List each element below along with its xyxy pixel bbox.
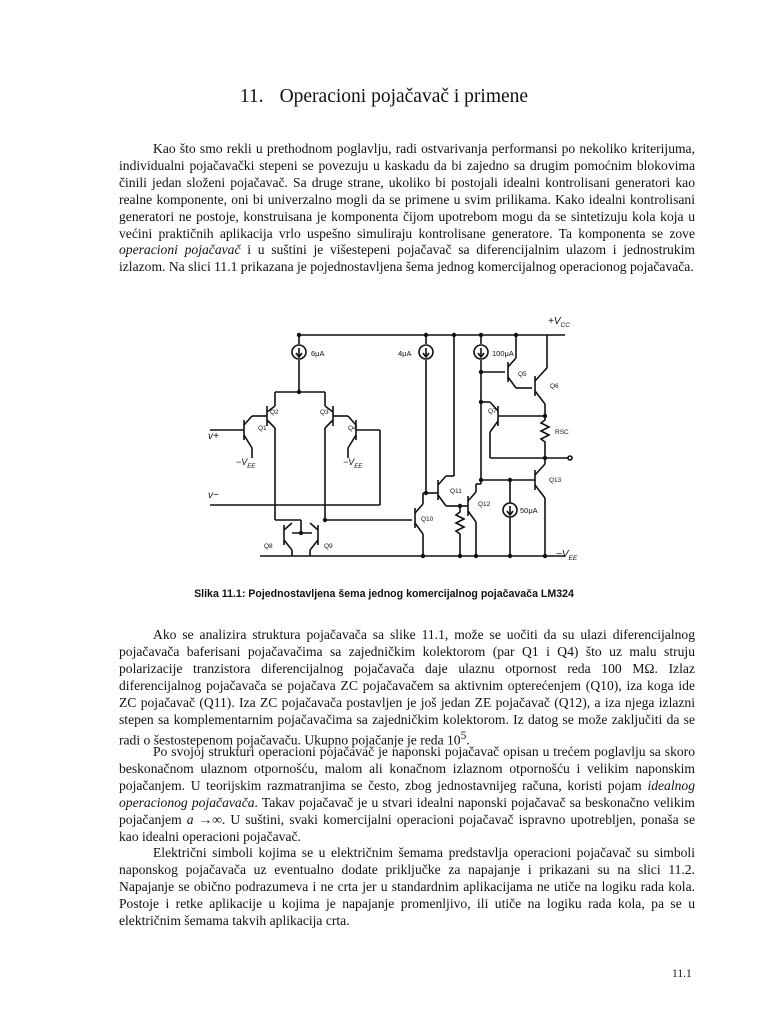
- vee-subscript: EE: [568, 555, 578, 562]
- transistor-q6: [535, 370, 545, 404]
- label-q5: Q5: [518, 371, 527, 378]
- label-q8: Q8: [264, 543, 273, 550]
- label-50ua: 50μA: [520, 506, 538, 515]
- chapter-number: 11.: [239, 86, 264, 107]
- label-q3: Q3: [320, 409, 329, 416]
- vee-label: −V: [556, 549, 569, 560]
- rsc-resistor: [541, 412, 549, 458]
- transistor-q7: [490, 402, 498, 432]
- analysis-text: Ako se analizira struktura pojačavača sa slike 11.1, može se uočiti da su ulazi diferencijalnog pojačavača baferisani pojačavačima sa zajedničkim kolektorom (par Q1 i Q4) što uz malu struju polarizacije tranzistora diferencijalnog pojačavača daje ulaznu otpornost reda 100 MΩ. Izlaz diferencijalnog pojačavača se pojačava ZC pojačavačem sa aktivnim opterećenjem (Q10), iza koga ide ZC pojačavač (Q11). Iza ZC pojačavača postavljen je još jedan ZE pojačavač (Q12), a iza njega izlazni stepen sa komplementarnim pojačavačima sa zajedničkim kolektorom. Iz datog se može zaključiti da se radi o šestostepenom pojačavaču. Ukupno pojačanje je reda 10: [119, 627, 695, 748]
- chapter-heading: [0, 86, 768, 108]
- symbols-paragraph: Električni simboli kojima se u električnim šemama predstavlja operacioni pojačavač su simboli naponskog pojačavača uz eventualno dodate priključke za napajanje i prikazani su na slici 11.2. Napajanje se obično podrazumeva i ne crta jer u standardnim aplikacijama ne utiče na logiku rada kola. Postoje i retke aplikacije u kojima je napajanje promenljivo, ili utiče na logiku rada kola, pa se u električnim šemama takvih aplikacija crta.: [119, 845, 695, 928]
- label-100ua: 100μA: [492, 349, 514, 358]
- intro-text-a: Kao što smo rekli u prethodnom poglavlju, radi ostvarivanja performansi po nekoliko kriterijuma, individualni pojačavački stepeni se povezuju u kaskadu da bi zajedno sa drugim pomoćnim blokovima činili jedan složeni pojačavač. Sa druge strane, ukoliko bi postojali idealni kontrolisani generatori kao realne komponente, oni bi univerzalno mogli da se primene u svim prilikama. Kako idealni kontrolisani generatori ne postoje, konstruisana je komponenta čijom upotrebom mogu da se sintetizuju kola koja u većini praktičnih aplikacija vrlo uspešno simuliraju kontrolisane generatore. Ta komponenta se zove: [119, 141, 695, 241]
- ideal-opamp-paragraph: [119, 744, 695, 845]
- ideal-text-c: . U suštini, svaki komercijalni operacioni pojačavač ispravno upotrebljen, ponaša se kao idealni operacioni pojačavač.: [119, 811, 695, 844]
- intro-text-b: i u suštini je višestepeni pojačavač sa diferencijalnim ulazom i jednostrukim izlazom. Na slici 11.1 prikazana je pojednostavljena šema jednog komercijalnog operacionog pojačavača.: [119, 242, 695, 275]
- label-q12: Q12: [478, 501, 491, 508]
- analysis-paragraph: [119, 627, 695, 750]
- vcc-label: +V: [548, 316, 561, 327]
- vee-label-q4: −V: [343, 457, 355, 467]
- current-source-100ua: [474, 345, 488, 359]
- vcc-subscript: CC: [560, 322, 570, 329]
- vee-subscript-q1: EE: [247, 464, 256, 470]
- intro-term: operacioni pojačavač: [119, 242, 241, 258]
- page-number: 11.1: [672, 968, 692, 980]
- output-terminal: [568, 456, 572, 460]
- svg-text:−VEE: [343, 457, 363, 470]
- svg-text:+VCC: [548, 316, 570, 329]
- label-q6: Q6: [550, 383, 559, 390]
- transistor-q8: [284, 523, 292, 550]
- current-source-6ua: [292, 345, 306, 359]
- label-rsc: RSC: [555, 429, 569, 436]
- vee-subscript-q4: EE: [354, 464, 363, 470]
- chapter-title: Operacioni pojačavač i primene: [279, 86, 529, 107]
- label-4ua: 4μA: [398, 349, 412, 358]
- transistor-q13: [535, 464, 545, 498]
- lm324-schematic: [200, 308, 598, 573]
- transistor-q4: [348, 416, 356, 448]
- transistor-q11: [438, 476, 446, 506]
- transistor-q1: [244, 416, 252, 448]
- analysis-period: .: [466, 732, 470, 748]
- analysis-exponent: 5: [460, 730, 467, 743]
- svg-text:−VEE: [556, 549, 578, 562]
- label-6ua: 6μA: [311, 349, 325, 358]
- label-q4: Q4: [348, 425, 357, 432]
- vplus-label: v+: [208, 431, 219, 442]
- q11-emitter-resistor: [456, 506, 464, 556]
- label-q13: Q13: [549, 477, 562, 484]
- vee-label-q1: −V: [236, 457, 248, 467]
- transistor-q12: [468, 492, 476, 522]
- label-q7: Q7: [488, 408, 497, 415]
- wire: [545, 368, 547, 370]
- transistor-q5: [508, 358, 516, 388]
- label-q11: Q11: [450, 488, 462, 495]
- vminus-label: v−: [208, 490, 219, 501]
- ideal-term: idealnog operacionog pojačavača: [119, 777, 696, 810]
- figure-caption: Slika 11.1: Pojednostavljena šema jednog komercijalnog pojačavača LM324: [194, 588, 574, 600]
- schematic-figure: [200, 308, 598, 573]
- svg-text:−VEE: [236, 457, 256, 470]
- label-q2: Q2: [270, 409, 279, 416]
- label-q9: Q9: [324, 543, 333, 550]
- intro-paragraph: [119, 141, 695, 276]
- ideal-text-b: . Takav pojačavač je u stvari idealni naponski pojačavač sa beskonačno velikim pojačanjem: [119, 794, 695, 827]
- gain-infinity-math: a →∞: [186, 811, 222, 827]
- ideal-text-a: Po svojoj strukturi operacioni pojačavač je naponski pojačavač opisan u trećem poglavlju sa skoro beskonačnom ulaznom otpornošću, malom ali konačnom izlaznom otpornošću i velikim naponskim pojačanjem. U teorijskim razmatranjima se često, zbog jednostavnijeg računa, koristi pojam: [119, 744, 695, 793]
- transistor-q9: [310, 523, 318, 550]
- label-q1: Q1: [258, 425, 267, 432]
- current-source-4ua: [419, 345, 433, 359]
- current-source-50ua: [503, 503, 517, 517]
- label-q10: Q10: [421, 516, 434, 523]
